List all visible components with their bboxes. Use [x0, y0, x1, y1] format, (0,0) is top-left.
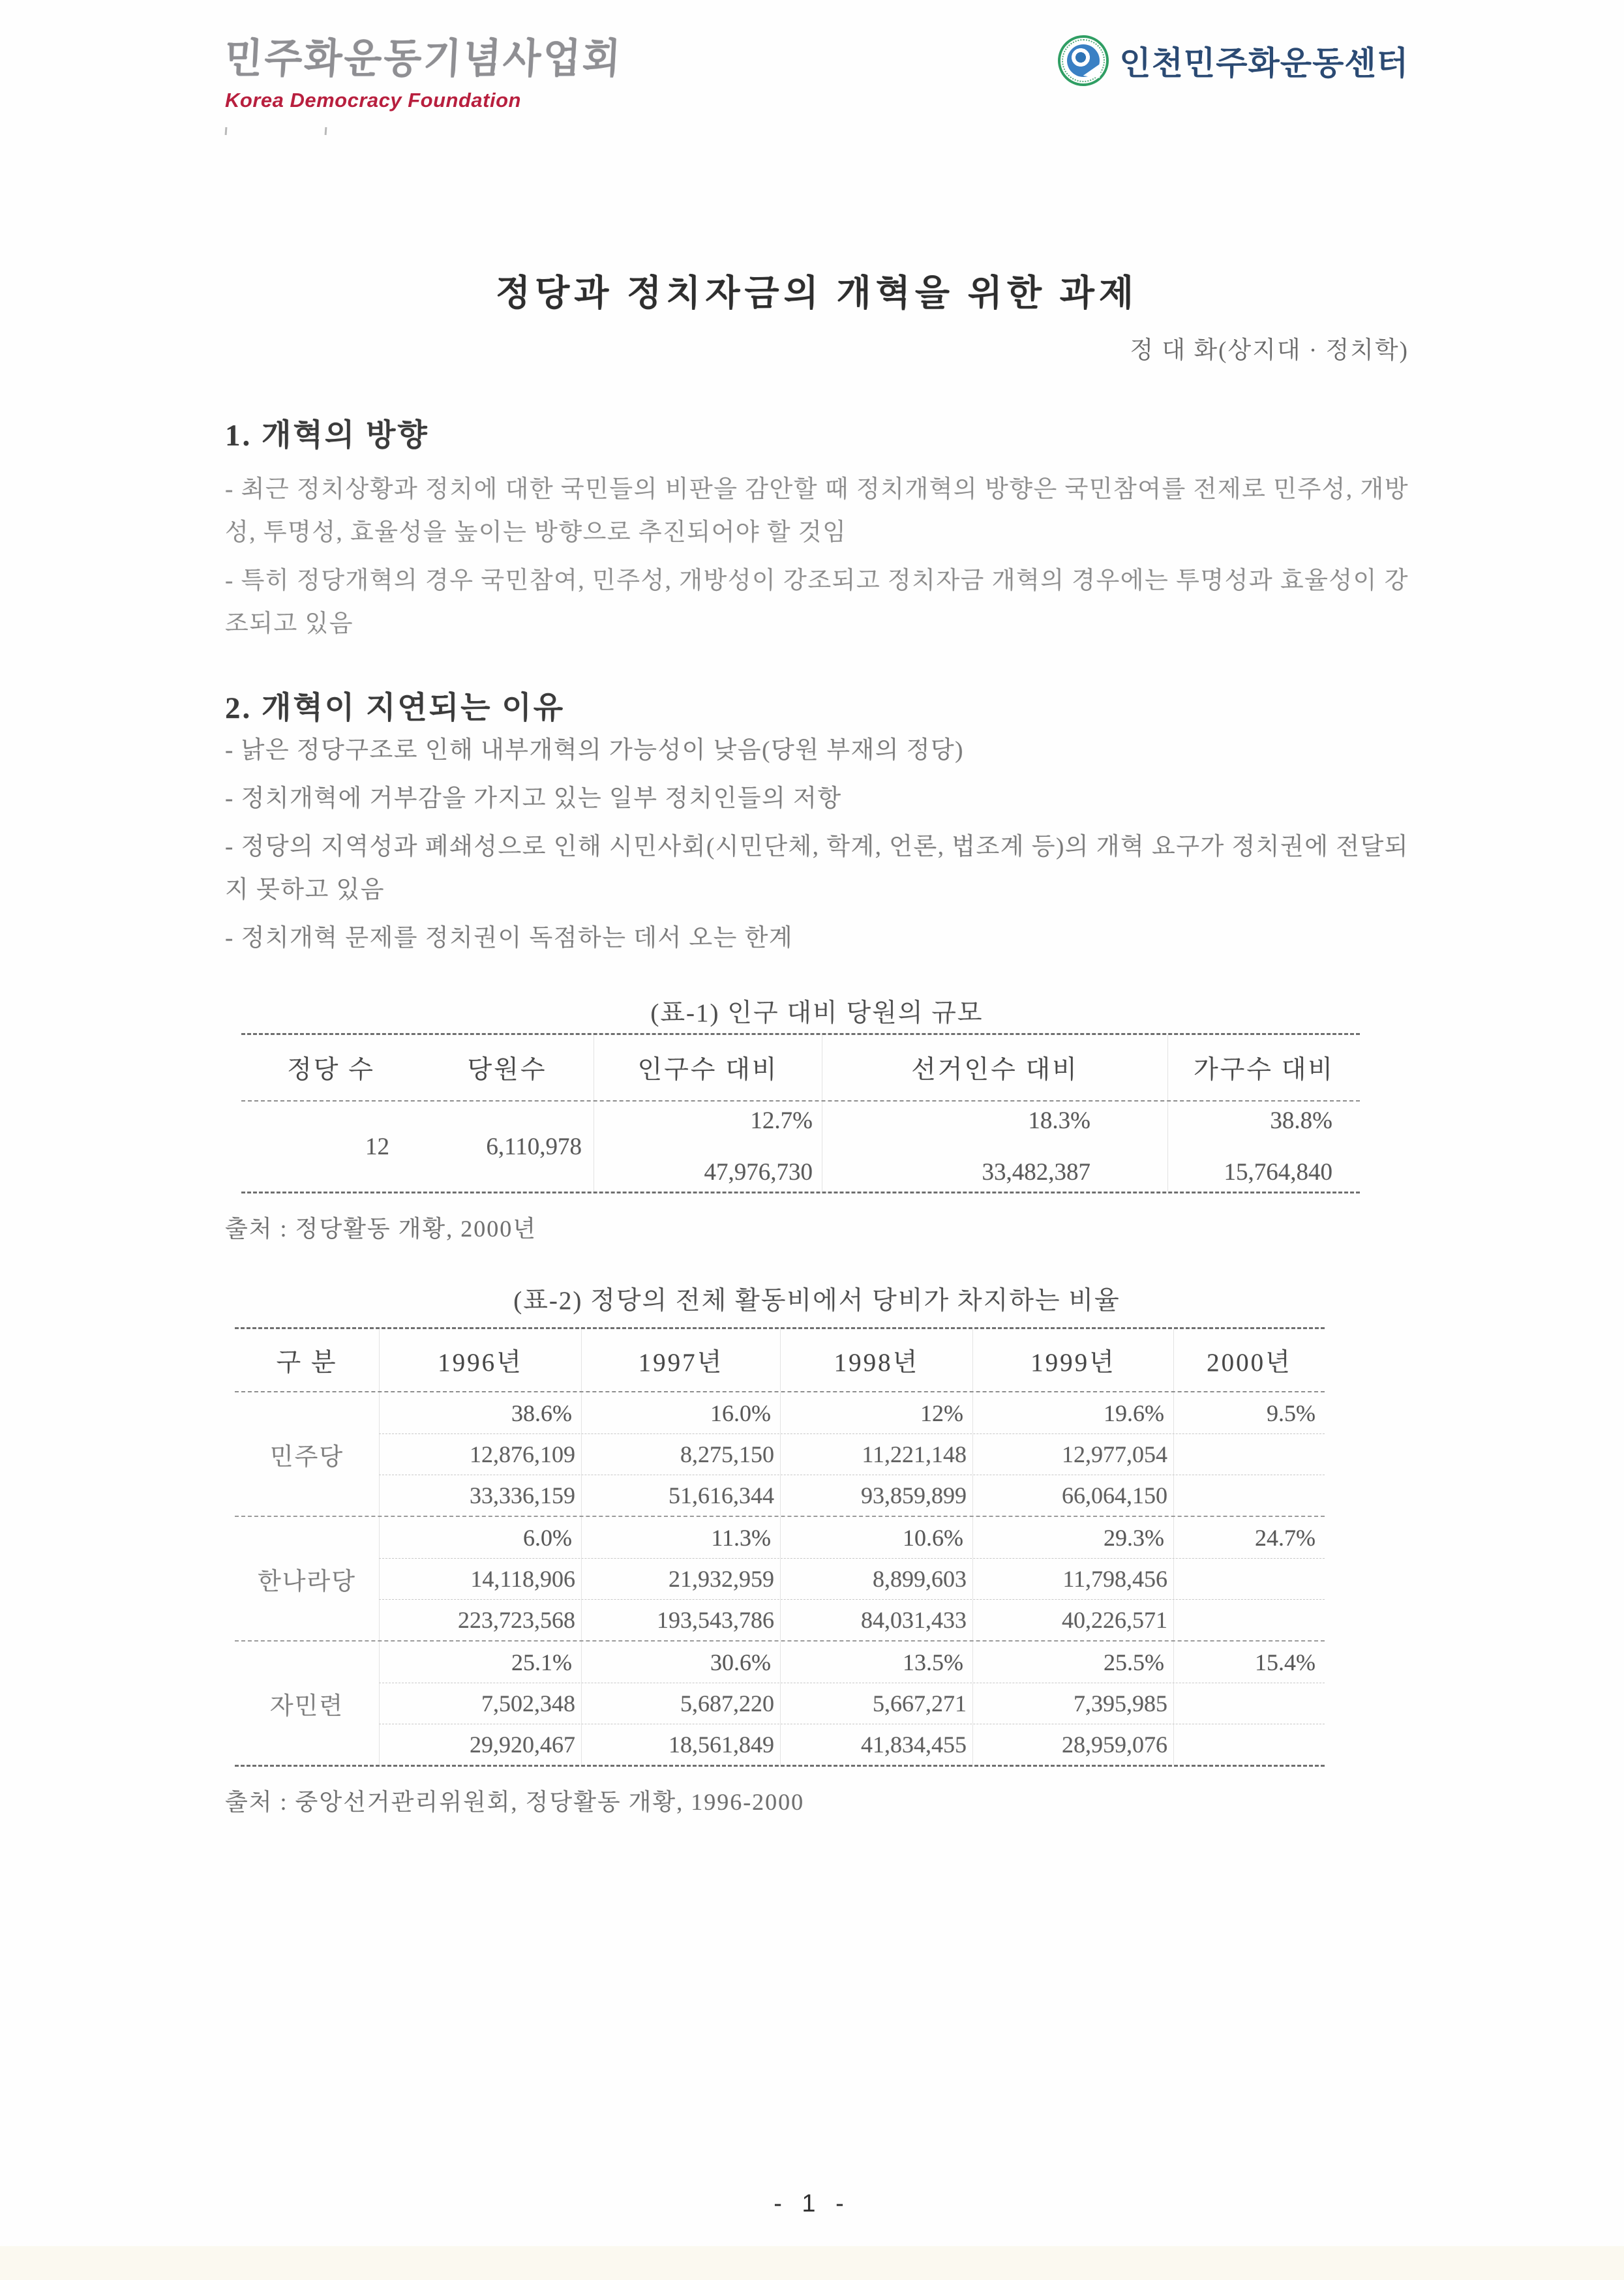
section-2-paragraph: - 정치개혁 문제를 정치권이 독점하는 데서 오는 한계	[225, 925, 794, 952]
table-2-header-cell: 1999년	[972, 1329, 1173, 1391]
total-cell: 93,859,899	[780, 1475, 972, 1516]
kdf-logo-english-wordmark: Korea Democracy Foundation	[225, 89, 521, 112]
total-row	[379, 1475, 1325, 1516]
section-2-paragraph: - 정당의 지역성과 폐쇄성으로 인해 시민사회(시민단체, 학계, 언론, 법조계 등)의 개혁 요구가 정치권에 전달되지 못하고 있음	[225, 833, 1409, 903]
dues-cell: 12,977,054	[972, 1434, 1173, 1475]
table-1-data-row	[241, 1102, 1360, 1192]
total-cell: 193,543,786	[581, 1600, 780, 1640]
total-cell: 28,959,076	[972, 1724, 1173, 1765]
party-label: 한나라당	[258, 1568, 356, 1595]
ratio-base: 33,482,387	[982, 1159, 1090, 1186]
table-2-header-cell: 1996년	[379, 1329, 581, 1391]
percent-row	[379, 1517, 1325, 1558]
table-1-source: 출처 : 정당활동 개황, 2000년	[225, 1216, 537, 1242]
scan-mark-icon	[225, 127, 228, 135]
table-2-header-row	[235, 1329, 1325, 1392]
total-cell	[1173, 1724, 1325, 1765]
ratio-base: 47,976,730	[704, 1159, 813, 1186]
table-2-header-cell: 1998년	[780, 1329, 972, 1391]
table-1	[241, 1033, 1360, 1193]
section-1-paragraph: - 특히 정당개혁의 경우 국민참여, 민주성, 개방성이 강조되고 정치자금 개혁의 경우에는 투명성과 효율성이 강조되고 있음	[225, 567, 1409, 637]
kdf-logo	[225, 27, 623, 136]
percent-cell: 6.0%	[379, 1517, 581, 1558]
table-1-ratio-cell	[594, 1102, 822, 1192]
table-2-party-group	[235, 1516, 1325, 1640]
dues-cell: 8,275,150	[581, 1434, 780, 1475]
dues-cell: 5,667,271	[780, 1683, 972, 1724]
percent-cell: 13.5%	[780, 1642, 972, 1683]
globe-swirl-icon	[1058, 35, 1109, 86]
percent-cell: 24.7%	[1173, 1517, 1325, 1558]
party-group-rows	[379, 1517, 1325, 1640]
percent-cell: 12%	[780, 1392, 972, 1433]
document-title: 정당과 정치자금의 개혁을 위한 과제	[496, 273, 1138, 313]
dues-row	[379, 1558, 1325, 1599]
total-cell: 40,226,571	[972, 1600, 1173, 1640]
percent-cell: 15.4%	[1173, 1642, 1325, 1683]
percent-cell: 25.5%	[972, 1642, 1173, 1683]
table-1-header-cell: 당원수	[467, 1056, 547, 1084]
percent-cell: 29.3%	[972, 1517, 1173, 1558]
table-1-header-cell: 정당 수	[287, 1056, 375, 1084]
percent-cell: 25.1%	[379, 1642, 581, 1683]
dues-cell: 7,395,985	[972, 1683, 1173, 1724]
total-cell	[1173, 1600, 1325, 1640]
section-1-heading: 1. 개혁의 방향	[225, 419, 429, 453]
table-1-header-cell: 가구수 대비	[1167, 1035, 1360, 1100]
scan-artifact-marks	[225, 127, 623, 136]
party-group-rows	[379, 1392, 1325, 1516]
table-1-ratio-cell	[822, 1102, 1167, 1192]
section-2-paragraph: - 정치개혁에 거부감을 가지고 있는 일부 정치인들의 저항	[225, 785, 842, 812]
dues-cell: 12,876,109	[379, 1434, 581, 1475]
table-2-header-cell: 1997년	[581, 1329, 780, 1391]
ratio-percent: 12.7%	[750, 1107, 813, 1134]
total-cell: 51,616,344	[581, 1475, 780, 1516]
scan-mark-icon	[325, 127, 327, 135]
total-cell: 29,920,467	[379, 1724, 581, 1765]
party-label: 민주당	[269, 1443, 344, 1471]
total-cell: 18,561,849	[581, 1724, 780, 1765]
kdf-logo-korean-wordmark: 민주화운동기념사업회	[223, 35, 624, 83]
dues-cell: 11,798,456	[972, 1559, 1173, 1599]
section-2-heading: 2. 개혁이 지연되는 이유	[225, 691, 565, 725]
table-1-header-cell: 선거인수 대비	[822, 1035, 1167, 1100]
percent-cell: 19.6%	[972, 1392, 1173, 1433]
total-cell: 223,723,568	[379, 1600, 581, 1640]
dues-cell: 11,221,148	[780, 1434, 972, 1475]
percent-cell: 9.5%	[1173, 1392, 1325, 1433]
table-2-party-group	[235, 1392, 1325, 1516]
percent-cell: 30.6%	[581, 1642, 780, 1683]
total-row	[379, 1599, 1325, 1640]
table-2-header-cell: 2000년	[1173, 1329, 1325, 1391]
percent-cell: 11.3%	[581, 1517, 780, 1558]
ratio-percent: 38.8%	[1270, 1107, 1332, 1134]
percent-cell: 16.0%	[581, 1392, 780, 1433]
total-cell: 66,064,150	[972, 1475, 1173, 1516]
table-1-header-cell: 인구수 대비	[594, 1035, 822, 1100]
percent-cell: 10.6%	[780, 1517, 972, 1558]
ratio-base: 15,764,840	[1224, 1159, 1332, 1186]
wave-swirl-icon	[1067, 44, 1100, 77]
author-line: 정 대 화(상지대 · 정치학)	[1130, 337, 1409, 364]
table-1-ratio-cell	[1167, 1102, 1360, 1192]
total-cell: 41,834,455	[780, 1724, 972, 1765]
table-2	[235, 1327, 1325, 1767]
dues-cell: 21,932,959	[581, 1559, 780, 1599]
ratio-percent: 18.3%	[1028, 1107, 1090, 1134]
dues-row	[379, 1433, 1325, 1475]
table-1-header-row	[241, 1035, 1360, 1102]
table-2-caption: (표-2) 정당의 전체 활동비에서 당비가 차지하는 비율	[513, 1287, 1120, 1315]
table-2-header-cell: 구 분	[276, 1348, 338, 1377]
total-row	[379, 1724, 1325, 1765]
page-header	[225, 27, 1409, 168]
dues-row	[379, 1683, 1325, 1724]
percent-row	[379, 1642, 1325, 1683]
dues-cell: 7,502,348	[379, 1683, 581, 1724]
dues-cell	[1173, 1683, 1325, 1724]
dues-cell	[1173, 1434, 1325, 1475]
table-1-caption: (표-1) 인구 대비 당원의 규모	[650, 999, 984, 1027]
total-cell	[1173, 1475, 1325, 1516]
percent-cell: 38.6%	[379, 1392, 581, 1433]
incheon-center-name: 인천민주화운동센터	[1119, 45, 1409, 82]
table-1-party-count-cell: 12	[365, 1133, 389, 1160]
page-number: - 1 -	[774, 2190, 850, 2217]
table-2-source: 출처 : 중앙선거관리위원회, 정당활동 개황, 1996-2000	[225, 1789, 805, 1815]
dues-cell	[1173, 1559, 1325, 1599]
total-cell: 84,031,433	[780, 1600, 972, 1640]
incheon-center-logo	[1058, 35, 1409, 86]
total-cell: 33,336,159	[379, 1475, 581, 1516]
percent-row	[379, 1392, 1325, 1433]
party-group-rows	[379, 1642, 1325, 1765]
section-2-paragraph: - 낡은 정당구조로 인해 내부개혁의 가능성이 낮음(당원 부재의 정당)	[225, 737, 964, 764]
dues-cell: 14,118,906	[379, 1559, 581, 1599]
party-label: 자민련	[269, 1692, 344, 1720]
dues-cell: 5,687,220	[581, 1683, 780, 1724]
section-1-paragraph: - 최근 정치상황과 정치에 대한 국민들의 비판을 감안할 때 정치개혁의 방향은 국민참여를 전제로 민주성, 개방성, 투명성, 효율성을 높이는 방향으로 추진되어야 할 것임	[225, 476, 1409, 546]
table-2-party-group	[235, 1640, 1325, 1765]
scan-edge-artifact	[0, 2246, 1624, 2280]
dues-cell: 8,899,603	[780, 1559, 972, 1599]
table-1-member-count-cell: 6,110,978	[486, 1133, 582, 1160]
